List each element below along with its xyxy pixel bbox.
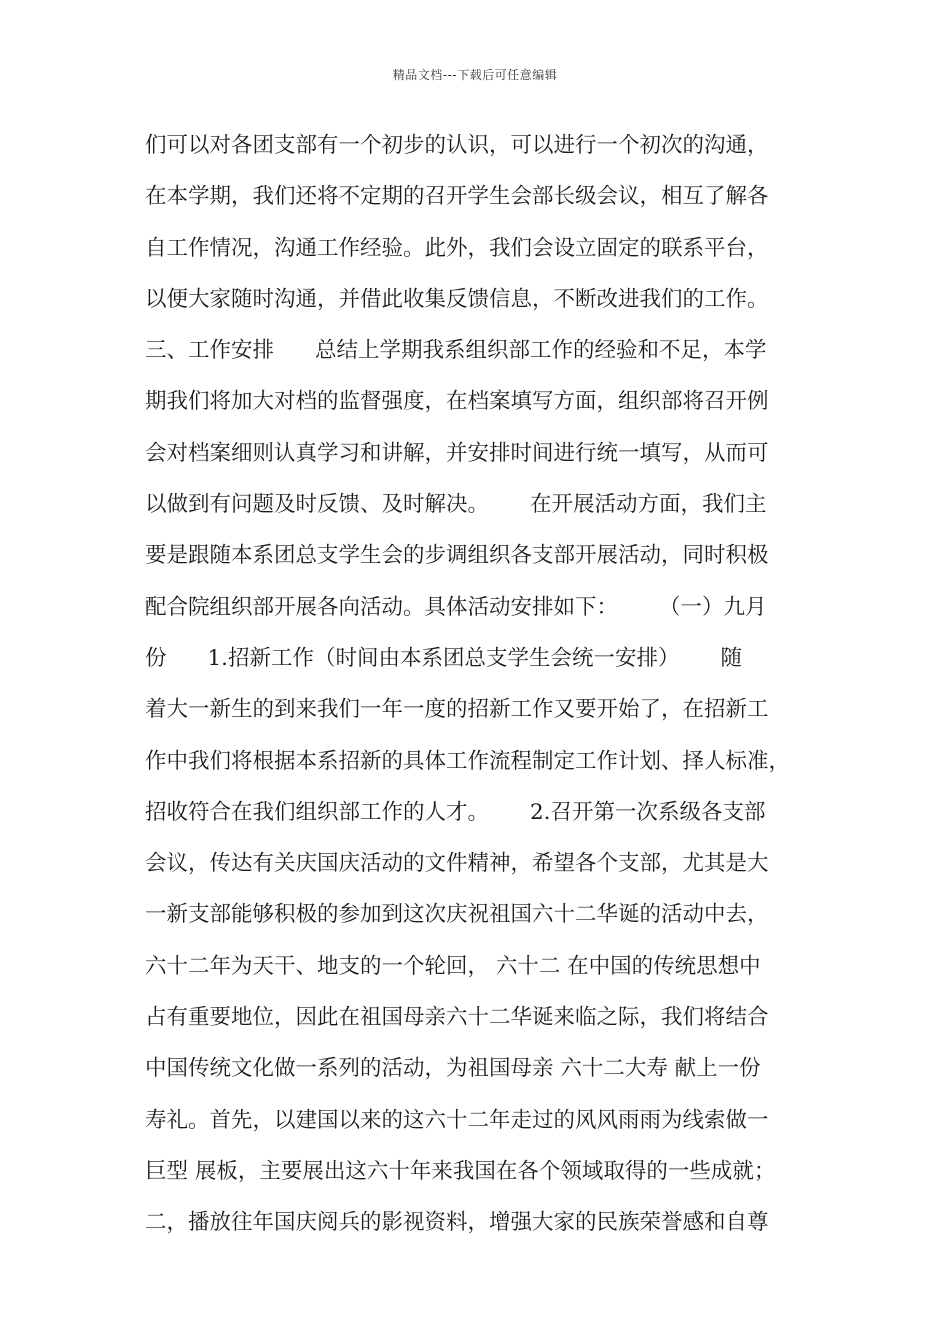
body-line: 作中我们将根据本系招新的具体工作流程制定工作计划、择人标准， [145, 748, 791, 774]
body-line: 占有重要地位，因此在祖国母亲六十二华诞来临之际，我们将结合 [145, 1005, 769, 1031]
body-line: 着大一新生的到来我们一年一度的招新工作又要开始了，在招新工 [145, 697, 769, 723]
body-line: 期我们将加大对档的监督强度，在档案填写方面，组织部将召开例 [145, 389, 769, 415]
body-line: 配合院组织部开展各向活动。具体活动安排如下： （一）九月 [145, 594, 767, 620]
body-line: 会对档案细则认真学习和讲解，并安排时间进行统一填写，从而可 [145, 440, 769, 466]
body-line: 们可以对各团支部有一个初步的认识，可以进行一个初次的沟通， [145, 133, 769, 158]
document-body [145, 128, 815, 1257]
page-header: 精品文档---下载后可任意编辑 [392, 68, 558, 82]
body-line: 以做到有问题及时反馈、及时解决。 在开展活动方面，我们主 [145, 492, 767, 518]
body-line: 二，播放往年国庆阅兵的影视资料，增强大家的民族荣誉感和自尊 [145, 1210, 769, 1236]
body-line: 一新支部能够积极的参加到这次庆祝祖国六十二华诞的活动中去， [145, 902, 769, 928]
body-line: 会议，传达有关庆国庆活动的文件精神，希望各个支部，尤其是大 [145, 851, 769, 877]
body-line: 在本学期，我们还将不定期的召开学生会部长级会议，相互了解各 [145, 184, 769, 210]
body-line: 三、工作安排 总结上学期我系组织部工作的经验和不足，本学 [145, 338, 767, 364]
body-line: 寿礼。首先，以建国以来的这六十二年走过的风风雨雨为线索做一 [145, 1107, 769, 1133]
body-line: 招收符合在我们组织部工作的人才。 2.召开第一次系级各支部 [145, 799, 766, 825]
body-line: 以便大家随时沟通，并借此收集反馈信息，不断改进我们的工作。 [145, 286, 769, 312]
body-line: 要是跟随本系团总支学生会的步调组织各支部开展活动，同时积极 [145, 543, 769, 569]
body-line: 巨型 展板，主要展出这六十年来我国在各个领域取得的一些成就； [145, 1158, 776, 1184]
body-line: 自工作情况，沟通工作经验。此外，我们会设立固定的联系平台， [145, 235, 769, 261]
body-line: 中国传统文化做一系列的活动，为祖国母亲 六十二大寿 献上一份 [145, 1056, 761, 1082]
body-line: 份 1.招新工作（时间由本系团总支学生会统一安排） 随 [145, 645, 743, 671]
body-line: 六十二年为天干、地支的一个轮回， 六十二 在中国的传统思想中 [145, 953, 761, 979]
